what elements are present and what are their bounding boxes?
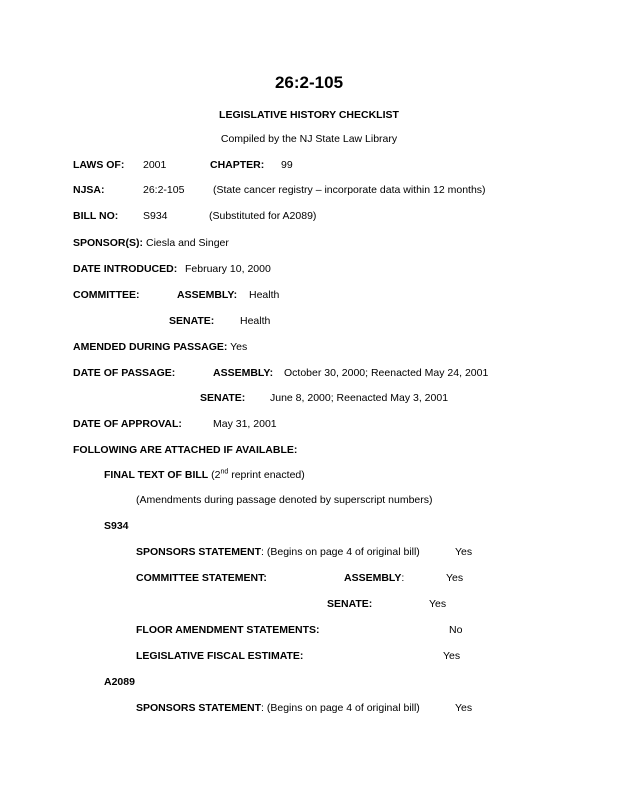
s934-committee-assembly-label: ASSEMBLY xyxy=(344,572,402,584)
a2089-sponsors-statement-note: : (Begins on page 4 of original bill) xyxy=(261,702,420,714)
njsa-value: 26:2-105 xyxy=(143,184,185,196)
laws-of-value: 2001 xyxy=(143,159,167,171)
date-introduced-label: DATE INTRODUCED: xyxy=(73,263,178,275)
s934-fiscal-value: Yes xyxy=(443,650,461,662)
committee-senate-value: Health xyxy=(240,315,271,327)
s934-heading: S934 xyxy=(104,520,129,532)
passage-assembly-label: ASSEMBLY: xyxy=(213,367,274,379)
final-text-row xyxy=(104,470,305,481)
bill-no-label: BILL NO: xyxy=(73,210,119,222)
amended-label: AMENDED DURING PASSAGE: xyxy=(73,341,228,353)
a2089-heading: A2089 xyxy=(104,676,135,688)
njsa-label: NJSA: xyxy=(73,184,105,196)
s934-committee-assembly-value: Yes xyxy=(446,572,464,584)
final-text-paren-open: (2 xyxy=(211,469,221,481)
s934-fiscal-label: LEGISLATIVE FISCAL ESTIMATE: xyxy=(136,650,304,662)
chapter-value: 99 xyxy=(281,159,293,171)
compiled-by: Compiled by the NJ State Law Library xyxy=(220,133,398,145)
s934-committee-assembly-colon: : xyxy=(401,572,405,584)
final-text-paren-rest: reprint enacted) xyxy=(228,469,305,481)
s934-floor-label: FLOOR AMENDMENT STATEMENTS: xyxy=(136,624,320,636)
bill-no-note: (Substituted for A2089) xyxy=(209,210,317,222)
following-heading: FOLLOWING ARE ATTACHED IF AVAILABLE: xyxy=(73,444,298,456)
page-subtitle: LEGISLATIVE HISTORY CHECKLIST xyxy=(219,109,399,121)
s934-committee-assembly xyxy=(344,573,404,584)
date-of-passage-label: DATE OF PASSAGE: xyxy=(73,367,176,379)
sponsors-label: SPONSOR(S): xyxy=(73,237,144,249)
passage-senate-label: SENATE: xyxy=(200,392,246,404)
final-text-superscript: nd xyxy=(220,468,229,476)
chapter-label: CHAPTER: xyxy=(210,159,265,171)
committee-senate-label: SENATE: xyxy=(169,315,215,327)
s934-committee-statement-label: COMMITTEE STATEMENT: xyxy=(136,572,267,584)
page-title: 26:2-105 xyxy=(274,73,344,92)
a2089-sponsors-statement-value: Yes xyxy=(455,702,473,714)
amendments-note: (Amendments during passage denoted by superscript numbers) xyxy=(136,494,433,506)
date-introduced-value: February 10, 2000 xyxy=(185,263,271,275)
date-of-approval-value: May 31, 2001 xyxy=(213,418,277,430)
laws-of-label: LAWS OF: xyxy=(73,159,125,171)
s934-committee-senate-value: Yes xyxy=(429,598,447,610)
a2089-sponsors-statement-label: SPONSORS STATEMENT xyxy=(136,702,262,714)
a2089-sponsors-statement xyxy=(136,703,420,714)
sponsors-value: Ciesla and Singer xyxy=(146,237,229,249)
amended-value: Yes xyxy=(230,341,248,353)
committee-assembly-label: ASSEMBLY: xyxy=(177,289,238,301)
s934-sponsors-statement xyxy=(136,547,420,558)
final-text-label: FINAL TEXT OF BILL xyxy=(104,469,209,481)
njsa-description: (State cancer registry – incorporate data within 12 months) xyxy=(213,184,486,196)
committee-assembly-value: Health xyxy=(249,289,280,301)
s934-committee-senate-label: SENATE: xyxy=(327,598,373,610)
s934-floor-value: No xyxy=(449,624,463,636)
s934-sponsors-statement-value: Yes xyxy=(455,546,473,558)
bill-no-value: S934 xyxy=(143,210,168,222)
s934-sponsors-statement-label: SPONSORS STATEMENT xyxy=(136,546,262,558)
amended-row xyxy=(73,342,247,353)
s934-sponsors-statement-note: : (Begins on page 4 of original bill) xyxy=(261,546,420,558)
passage-senate-value: June 8, 2000; Reenacted May 3, 2001 xyxy=(270,392,449,404)
committee-label: COMMITTEE: xyxy=(73,289,140,301)
passage-assembly-value: October 30, 2000; Reenacted May 24, 2001 xyxy=(284,367,489,379)
date-of-approval-label: DATE OF APPROVAL: xyxy=(73,418,182,430)
